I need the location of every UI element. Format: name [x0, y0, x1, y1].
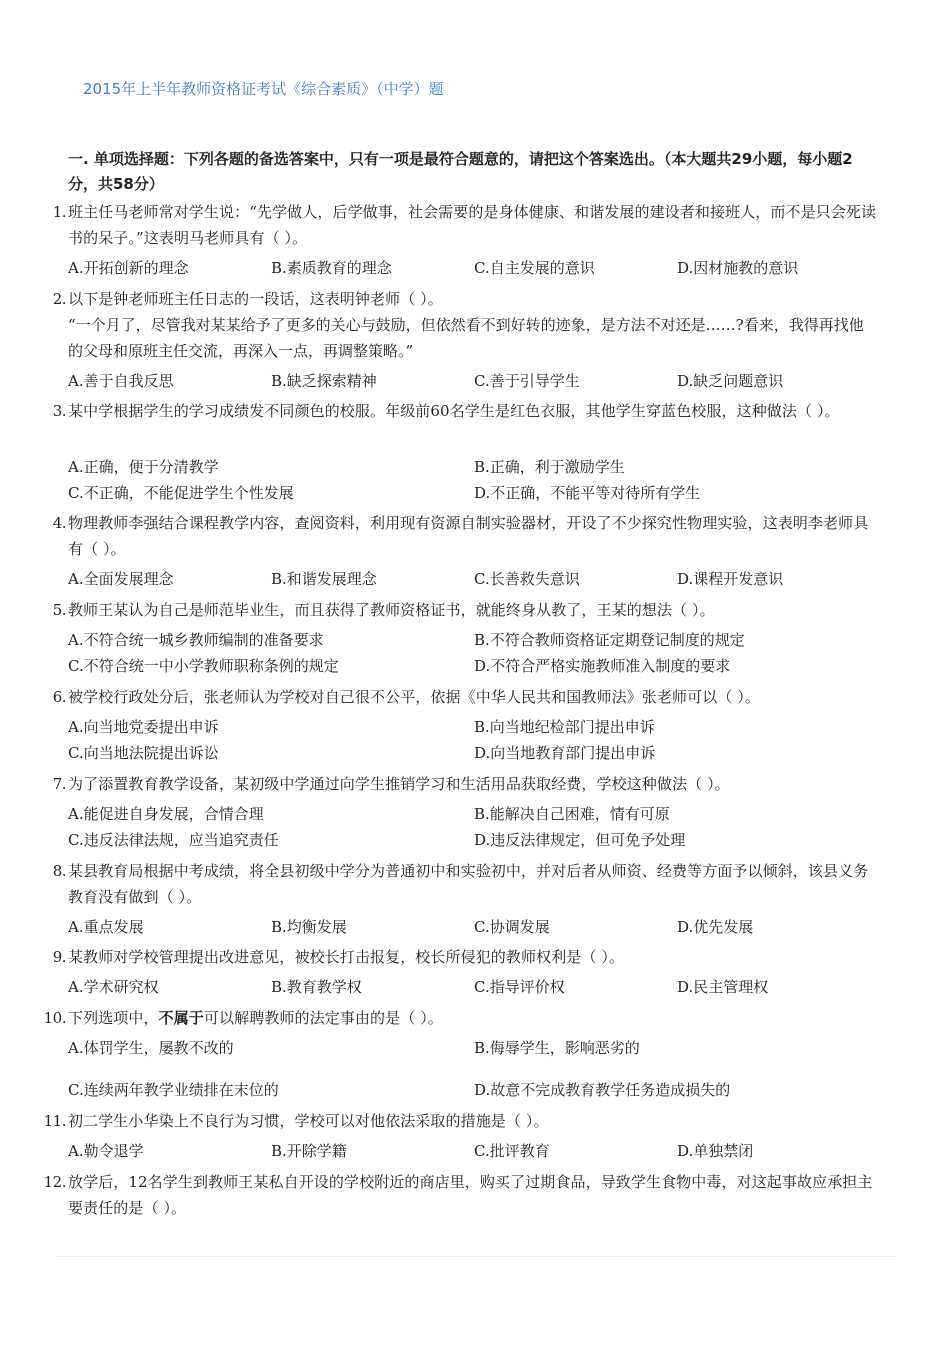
document-title: 2015年上半年教师资格证考试《综合素质》（中学）题 — [83, 80, 444, 98]
option-a: A.勒令退学 — [68, 1142, 144, 1160]
option-b: B.和谐发展理念 — [271, 570, 377, 588]
option-c: C.连续两年教学业绩排在末位的 — [68, 1081, 279, 1099]
option-d: D.不符合严格实施教师准入制度的要求 — [474, 657, 731, 675]
option-c: C.善于引导学生 — [474, 372, 580, 390]
question-stem: 教师王某认为自己是师范毕业生，而且获得了教师资格证书，就能终身从教了，王某的想法（ ）。 — [68, 601, 715, 619]
question-number: 11. — [43, 1112, 66, 1130]
question-stem: 初二学生小华染上不良行为习惯，学校可以对他依法采取的措施是（ ）。 — [68, 1112, 549, 1130]
question-number: 8. — [52, 862, 66, 880]
option-b: B.侮辱学生，影响恶劣的 — [474, 1039, 640, 1057]
question-number: 7. — [52, 775, 66, 793]
question-stem: 某县教育局根据中考成绩，将全县初级中学分为普通初中和实验初中，并对后者从师资、经费等方面予以倾斜，该县义务教育没有做到（ ）。 — [68, 862, 869, 906]
option-a: A.体罚学生，屡教不改的 — [68, 1039, 234, 1057]
question-stem: 某中学根据学生的学习成绩发不同颜色的校服。年级前60名学生是红色衣服，其他学生穿蓝色校服，这种做法（ ）。 — [68, 402, 840, 420]
option-c: C.不符合统一中小学教师职称条例的规定 — [68, 657, 339, 675]
option-d: D.违反法律规定，但可免予处理 — [474, 831, 686, 849]
question-number: 5. — [52, 601, 66, 619]
option-a: A.能促进自身发展，合情合理 — [68, 805, 264, 823]
question-number: 4. — [52, 514, 66, 532]
option-a: A.重点发展 — [68, 918, 144, 936]
option-d: D.向当地教育部门提出申诉 — [474, 744, 656, 762]
question-stem: 某教师对学校管理提出改进意见，被校长打击报复，校长所侵犯的教师权利是（ ）。 — [68, 948, 625, 966]
stem-text-before: 下列选项中， — [68, 1009, 159, 1027]
option-c: C.批评教育 — [474, 1142, 550, 1160]
option-c: C.自主发展的意识 — [474, 259, 595, 277]
question-number: 6. — [52, 688, 66, 706]
question-stem: 放学后，12名学生到教师王某私自开设的学校附近的商店里，购买了过期食品，导致学生食物中毒，对这起事故应承担主要责任的是（ ）。 — [68, 1173, 873, 1217]
option-d: D.故意不完成教育教学任务造成损失的 — [474, 1081, 731, 1099]
option-c: C.向当地法院提出诉讼 — [68, 744, 219, 762]
option-b: B.能解决自己困难，情有可原 — [474, 805, 670, 823]
option-c: C.长善救失意识 — [474, 570, 580, 588]
option-b: B.缺乏探索精神 — [271, 372, 377, 390]
option-b: B.向当地纪检部门提出申诉 — [474, 718, 655, 736]
question-number: 3. — [52, 402, 66, 420]
question-number: 10. — [43, 1009, 66, 1027]
question-stem: 以下是钟老师班主任日志的一段话，这表明钟老师（ ）。 — [68, 290, 443, 308]
option-d: D.优先发展 — [677, 918, 754, 936]
question-stem — [68, 1005, 878, 1031]
option-b: B.开除学籍 — [271, 1142, 347, 1160]
page-divider — [55, 1256, 895, 1257]
option-d: D.因材施教的意识 — [677, 259, 799, 277]
option-d: D.单独禁闭 — [677, 1142, 754, 1160]
question-stem: 物理教师李强结合课程教学内容，查阅资料，利用现有资源自制实验器材，开设了不少探究性物理实验，这表明李老师具有（ ）。 — [68, 514, 869, 558]
option-a: A.全面发展理念 — [68, 570, 174, 588]
stem-emphasis: 不属于 — [158, 1009, 204, 1027]
option-b: B.教育教学权 — [271, 978, 362, 996]
question-number: 2. — [52, 290, 66, 308]
option-b: B.不符合教师资格证定期登记制度的规定 — [474, 631, 745, 649]
option-b: B.正确，利于激励学生 — [474, 458, 625, 476]
option-c: C.违反法律法规，应当追究责任 — [68, 831, 279, 849]
option-b: B.素质教育的理念 — [271, 259, 392, 277]
question-stem: 被学校行政处分后，张老师认为学校对自己很不公平，依据《中华人民共和国教师法》张老师可以（ ）。 — [68, 688, 760, 706]
question-stem: 为了添置教育教学设备，某初级中学通过向学生推销学习和生活用品获取经费，学校这种做法（ ）。 — [68, 775, 730, 793]
option-a: A.学术研究权 — [68, 978, 159, 996]
option-c: C.协调发展 — [474, 918, 550, 936]
option-a: A.善于自我反思 — [68, 372, 174, 390]
question-stem: 班主任马老师常对学生说：“先学做人，后学做事，社会需要的是身体健康、和谐发展的建设者和接班人，而不是只会死读书的呆子。”这表明马老师具有（ ）。 — [68, 203, 877, 247]
option-a: A.向当地党委提出申诉 — [68, 718, 219, 736]
option-a: A.正确，便于分清教学 — [68, 458, 219, 476]
option-d: D.缺乏问题意识 — [677, 372, 784, 390]
question-number: 9. — [52, 948, 66, 966]
section-heading: 一. 单项选择题：下列各题的备选答案中，只有一项是最符合题意的，请把这个答案选出。（本大题共29小题，每小题2分，共58分） — [68, 150, 853, 193]
option-c: C.指导评价权 — [474, 978, 565, 996]
option-a: A.不符合统一城乡教师编制的准备要求 — [68, 631, 324, 649]
question-quote: “一个月了，尽管我对某某给予了更多的关心与鼓励，但依然看不到好转的迹象，是方法不对还是……?看来，我得再找他的父母和原班主任交流，再深入一点，再调整策略。” — [68, 316, 864, 360]
option-d: D.民主管理权 — [677, 978, 769, 996]
option-b: B.均衡发展 — [271, 918, 347, 936]
option-c: C.不正确，不能促进学生个性发展 — [68, 484, 294, 502]
option-d: D.不正确，不能平等对待所有学生 — [474, 484, 701, 502]
option-a: A.开拓创新的理念 — [68, 259, 189, 277]
stem-text-after: 可以解聘教师的法定事由的是（ ）。 — [203, 1009, 443, 1027]
question-number: 12. — [43, 1173, 66, 1191]
question-number: 1. — [52, 203, 66, 221]
option-d: D.课程开发意识 — [677, 570, 784, 588]
